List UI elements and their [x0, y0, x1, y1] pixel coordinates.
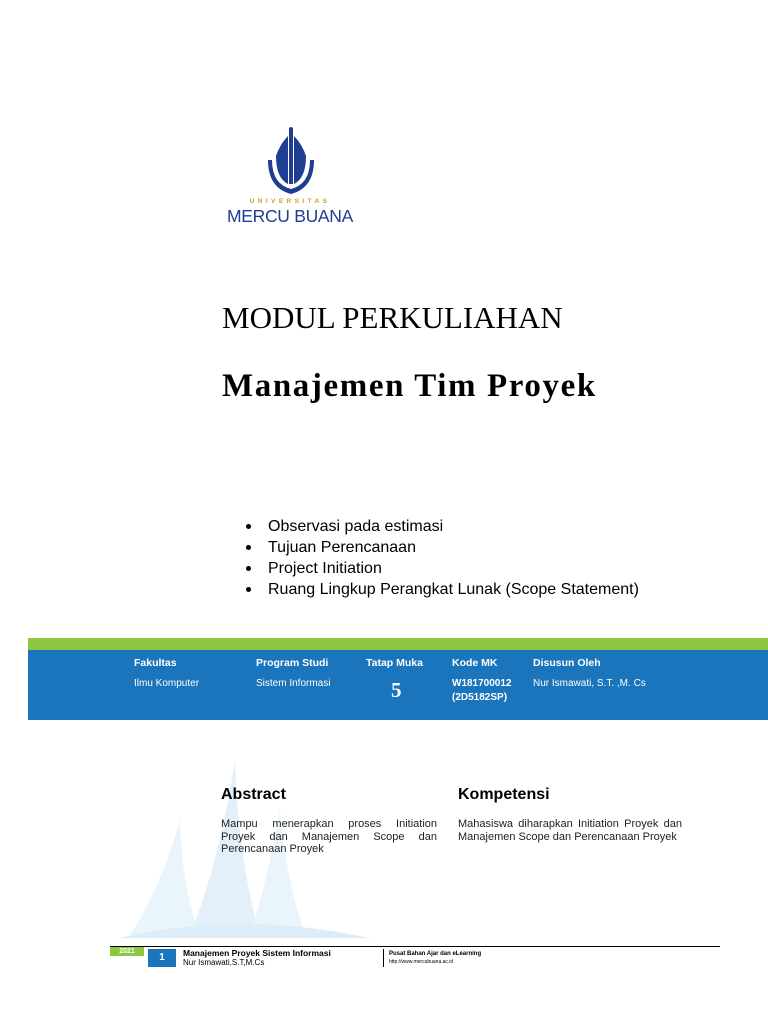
- accent-strip: [28, 638, 768, 650]
- topic-text: Tujuan Perencanaan: [268, 539, 416, 556]
- footer-author: Nur Ismawati,S.T,M.Cs: [183, 958, 265, 967]
- kompetensi-text: Mahasiswa diharapkan Initiation Proyek dan Manajemen Scope dan Perencanaan Proyek: [458, 818, 682, 843]
- list-item: [246, 537, 639, 558]
- mercu-buana-emblem-icon: [266, 126, 316, 196]
- footer-divider: [110, 946, 720, 947]
- list-item: [246, 579, 639, 600]
- tatap-muka-value: 5: [391, 678, 402, 702]
- footer-center-name: Pusat Bahan Ajar dan eLearning: [389, 951, 482, 957]
- kode-mk-value: W181700012: [452, 678, 512, 689]
- kode-mk-label: Kode MK: [452, 657, 498, 669]
- topic-text: Project Initiation: [268, 560, 382, 577]
- list-item: [246, 516, 639, 537]
- bullet-icon: [246, 587, 251, 592]
- fakultas-value: Ilmu Komputer: [134, 678, 200, 689]
- disusun-value: Nur Ismawati, S.T. ,M. Cs: [533, 678, 646, 689]
- bullet-icon: [246, 524, 251, 529]
- bullet-icon: [246, 566, 251, 571]
- topic-list: [246, 516, 639, 600]
- disusun-label: Disusun Oleh: [533, 657, 601, 669]
- logo-name-text: MERCU BUANA: [226, 206, 354, 226]
- kompetensi-heading: Kompetensi: [458, 786, 550, 803]
- abstract-heading: Abstract: [221, 786, 286, 803]
- prodi-label: Program Studi: [256, 657, 329, 669]
- topic-text: Observasi pada estimasi: [268, 518, 444, 535]
- bullet-icon: [246, 545, 251, 550]
- prodi-value: Sistem Informasi: [256, 678, 331, 689]
- topic-text: Ruang Lingkup Perangkat Lunak (Scope Statement): [268, 581, 639, 598]
- abstract-text: Mampu menerapkan proses Initiation Proyek dan Manajemen Scope dan Perencanaan Proyek: [221, 818, 437, 855]
- tatap-muka-label: Tatap Muka: [366, 657, 423, 669]
- course-info-band: [28, 650, 768, 720]
- footer-year-badge: 2021: [110, 947, 144, 956]
- page-number-badge: 1: [148, 949, 176, 967]
- logo-universitas-text: UNIVERSITAS: [249, 198, 331, 205]
- fakultas-label: Fakultas: [134, 657, 177, 669]
- course-title: Manajemen Tim Proyek: [222, 368, 597, 404]
- footer-course-title: Manajemen Proyek Sistem Informasi: [183, 948, 331, 958]
- footer-separator: [383, 949, 384, 967]
- university-logo: [222, 124, 362, 234]
- kode-mk-code: (2D5182SP): [452, 692, 508, 703]
- footer-url-link[interactable]: http://www.mercubuana.ac.id: [389, 959, 454, 965]
- module-title: MODUL PERKULIAHAN: [222, 300, 563, 335]
- list-item: [246, 558, 639, 579]
